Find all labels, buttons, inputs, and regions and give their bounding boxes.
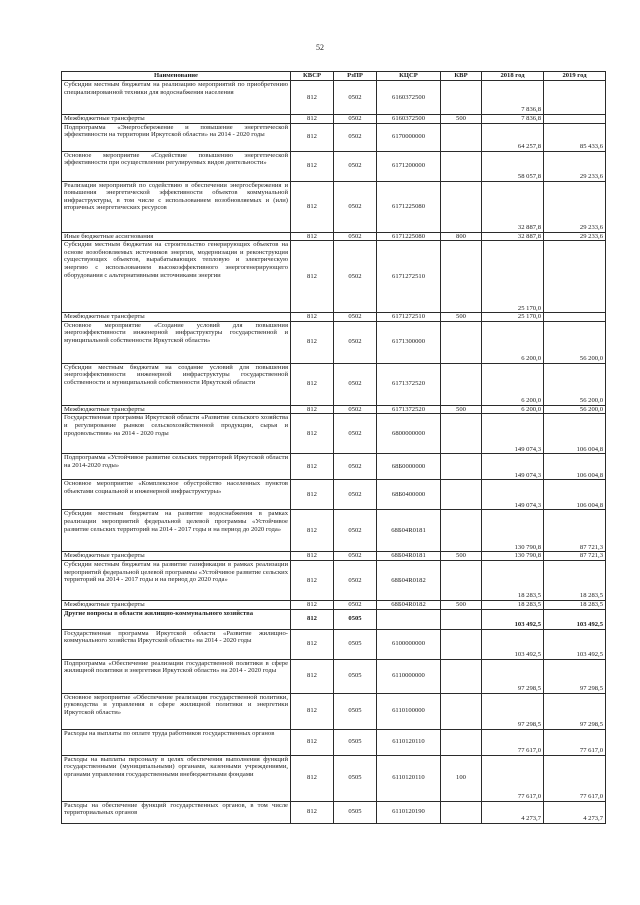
cell-2019: 56 200,0 <box>544 405 606 414</box>
cell-2018: 25 170,0 <box>482 241 544 313</box>
cell-rzpr: 0505 <box>334 801 377 823</box>
table-row <box>62 801 606 823</box>
table-row <box>62 659 606 693</box>
cell-kcsr: 6160372500 <box>377 115 441 124</box>
cell-kvr <box>441 729 482 755</box>
table-row <box>62 241 606 313</box>
cell-name: Межбюджетные трансферты <box>62 600 291 609</box>
cell-kcsr: 68Б04R0181 <box>377 552 441 561</box>
cell-rzpr: 0505 <box>334 755 377 801</box>
cell-name: Другие вопросы в области жилищно-коммунального хозяйства <box>62 609 291 629</box>
cell-2018: 103 492,5 <box>482 629 544 659</box>
cell-rzpr: 0502 <box>334 151 377 181</box>
cell-name: Субсидии местным бюджетам на развитие газификации в рамках реализации мероприятий федеральной целевой программы «Устойчивое развитие сельских территорий на 2014 - 2017 годы и на период до 2020 года» <box>62 560 291 600</box>
cell-kvr <box>441 480 482 510</box>
cell-rzpr: 0502 <box>334 181 377 232</box>
table-row <box>62 123 606 151</box>
cell-name: Субсидии местным бюджетам на реализацию мероприятий по приобретению специализированной техники для водоснабжения населения <box>62 81 291 115</box>
header-kvr: КВР <box>441 72 482 81</box>
cell-kcsr: 68Б0000000 <box>377 454 441 480</box>
cell-name: Межбюджетные трансферты <box>62 552 291 561</box>
cell-kvr <box>441 454 482 480</box>
cell-rzpr: 0502 <box>334 81 377 115</box>
cell-rzpr: 0502 <box>334 560 377 600</box>
cell-2018: 97 298,5 <box>482 659 544 693</box>
cell-kvr <box>441 629 482 659</box>
cell-rzpr: 0502 <box>334 454 377 480</box>
cell-2018: 32 887,8 <box>482 232 544 241</box>
cell-rzpr: 0502 <box>334 241 377 313</box>
cell-2018: 149 074,3 <box>482 414 544 454</box>
cell-kcsr: 6110000000 <box>377 659 441 693</box>
cell-name: Межбюджетные трансферты <box>62 313 291 322</box>
cell-2019 <box>544 313 606 322</box>
table-row <box>62 232 606 241</box>
cell-2019 <box>544 241 606 313</box>
cell-kcsr: 6170000000 <box>377 123 441 151</box>
cell-kvsr: 812 <box>291 313 334 322</box>
cell-2019: 103 492,5 <box>544 629 606 659</box>
cell-kvr <box>441 363 482 405</box>
cell-kvsr: 812 <box>291 232 334 241</box>
cell-2018: 97 298,5 <box>482 693 544 729</box>
cell-rzpr: 0505 <box>334 693 377 729</box>
cell-kvsr: 812 <box>291 151 334 181</box>
cell-2018: 25 170,0 <box>482 313 544 322</box>
cell-2019: 56 200,0 <box>544 363 606 405</box>
cell-kvr <box>441 609 482 629</box>
cell-kcsr: 6110100000 <box>377 693 441 729</box>
cell-kvr: 500 <box>441 115 482 124</box>
cell-kcsr: 6171372520 <box>377 363 441 405</box>
header-name: Наименование <box>62 72 291 81</box>
cell-rzpr: 0505 <box>334 729 377 755</box>
table-row <box>62 510 606 552</box>
cell-kvsr: 812 <box>291 729 334 755</box>
cell-kvsr: 812 <box>291 600 334 609</box>
cell-name: Расходы на выплаты по оплате труда работников государственных органов <box>62 729 291 755</box>
cell-name: Реализация мероприятий по содействию в обеспечении энергосбережения и повышения энергетической эффективности объектов коммунальной инфраструктуры, в том числе с использованием возобновляемых и (или) вторичных энергетических ресурсов <box>62 181 291 232</box>
cell-kvsr: 812 <box>291 755 334 801</box>
cell-kvr <box>441 181 482 232</box>
cell-kvsr: 812 <box>291 480 334 510</box>
table-row <box>62 454 606 480</box>
table-row <box>62 115 606 124</box>
table-row <box>62 480 606 510</box>
cell-name: Основное мероприятие «Создание условий для повышения энергоэффективности инженерной инфраструктуры государственной и муниципальной собственности Иркутской области» <box>62 321 291 363</box>
cell-name: Субсидии местным бюджетам на создание условий для повышения энергоэффективности инженерной инфраструктуры государственной собственности и муниципальной собственности Иркутской области <box>62 363 291 405</box>
cell-kvr: 500 <box>441 552 482 561</box>
cell-kcsr: 6100000000 <box>377 629 441 659</box>
cell-2019: 29 233,6 <box>544 151 606 181</box>
cell-2019: 77 617,0 <box>544 729 606 755</box>
cell-2019 <box>544 81 606 115</box>
header-rzpr: РзПР <box>334 72 377 81</box>
cell-2019: 4 273,7 <box>544 801 606 823</box>
table-row <box>62 560 606 600</box>
table-row <box>62 600 606 609</box>
table-row <box>62 629 606 659</box>
cell-2018: 6 200,0 <box>482 405 544 414</box>
cell-kvsr: 812 <box>291 181 334 232</box>
cell-kvr: 500 <box>441 405 482 414</box>
cell-name: Подпрограмма «Обеспечение реализации государственной политики в сфере жилищной политики и энергетики Иркутской области» на 2014 - 2020 годы <box>62 659 291 693</box>
budget-table <box>61 71 606 824</box>
cell-2019: 103 492,5 <box>544 609 606 629</box>
cell-kcsr: 6800000000 <box>377 414 441 454</box>
header-kcsr: КЦСР <box>377 72 441 81</box>
header-kvsr: КВСР <box>291 72 334 81</box>
cell-kcsr: 6171372520 <box>377 405 441 414</box>
cell-kvsr: 812 <box>291 510 334 552</box>
cell-2018: 32 887,8 <box>482 181 544 232</box>
cell-2019: 29 233,6 <box>544 232 606 241</box>
cell-kvr <box>441 241 482 313</box>
cell-kvr: 800 <box>441 232 482 241</box>
cell-name: Расходы на выплаты персоналу в целях обеспечения выполнения функций государственными (муниципальными) органами, казенными учреждениями, органами управления государственными внебюджетными фондами <box>62 755 291 801</box>
header-2019: 2019 год <box>544 72 606 81</box>
cell-kvr <box>441 693 482 729</box>
cell-2019: 106 004,8 <box>544 454 606 480</box>
cell-kvr <box>441 659 482 693</box>
cell-kvr <box>441 123 482 151</box>
cell-name: Расходы на обеспечение функций государственных органов, в том числе территориальных органов <box>62 801 291 823</box>
cell-name: Государственная программа Иркутской области «Развитие жилищно-коммунального хозяйства Иркутской области» на 2014 - 2020 годы <box>62 629 291 659</box>
cell-name: Подпрограмма «Энергосбережение и повышение энергетической эффективности на территории Иркутской области» на 2014 - 2020 годы <box>62 123 291 151</box>
cell-kvsr: 812 <box>291 693 334 729</box>
cell-rzpr: 0502 <box>334 115 377 124</box>
cell-kvsr: 812 <box>291 321 334 363</box>
cell-kcsr: 6171300000 <box>377 321 441 363</box>
cell-name: Основное мероприятие «Комплексное обустройство населенных пунктов объектами социальной и инженерной инфраструктуры» <box>62 480 291 510</box>
cell-kvr: 100 <box>441 755 482 801</box>
cell-kcsr: 6110120110 <box>377 729 441 755</box>
table-row <box>62 552 606 561</box>
cell-2019: 85 433,6 <box>544 123 606 151</box>
table-row <box>62 414 606 454</box>
table-row <box>62 81 606 115</box>
table-row <box>62 693 606 729</box>
cell-rzpr: 0502 <box>334 123 377 151</box>
cell-name: Основное мероприятие «Обеспечение реализации государственной политики, руководства и управления в сфере жилищной политики и энергетики Иркутской области» <box>62 693 291 729</box>
cell-2018: 149 074,3 <box>482 454 544 480</box>
cell-2019: 18 283,5 <box>544 560 606 600</box>
cell-kcsr: 6110120190 <box>377 801 441 823</box>
cell-2018: 6 200,0 <box>482 321 544 363</box>
cell-2018: 130 790,8 <box>482 510 544 552</box>
cell-kvr <box>441 560 482 600</box>
cell-2018: 7 836,8 <box>482 81 544 115</box>
cell-2019: 87 721,3 <box>544 552 606 561</box>
cell-kcsr: 6171272510 <box>377 241 441 313</box>
cell-kvsr: 812 <box>291 414 334 454</box>
cell-2018: 77 617,0 <box>482 729 544 755</box>
table-row <box>62 609 606 629</box>
cell-2018: 64 257,8 <box>482 123 544 151</box>
cell-kvr: 500 <box>441 600 482 609</box>
cell-kcsr: 68Б0400000 <box>377 480 441 510</box>
cell-kvr <box>441 321 482 363</box>
cell-2019 <box>544 115 606 124</box>
cell-kvr <box>441 510 482 552</box>
cell-rzpr: 0502 <box>334 600 377 609</box>
table-row <box>62 151 606 181</box>
cell-kcsr: 68Б04R0182 <box>377 560 441 600</box>
cell-kvsr: 812 <box>291 560 334 600</box>
cell-kvsr: 812 <box>291 629 334 659</box>
cell-2019: 97 298,5 <box>544 693 606 729</box>
cell-2019: 106 004,8 <box>544 414 606 454</box>
cell-2018: 18 283,5 <box>482 600 544 609</box>
cell-kvsr: 812 <box>291 123 334 151</box>
cell-rzpr: 0502 <box>334 313 377 322</box>
cell-rzpr: 0502 <box>334 405 377 414</box>
cell-kvsr: 812 <box>291 115 334 124</box>
cell-2018: 4 273,7 <box>482 801 544 823</box>
cell-kvr <box>441 414 482 454</box>
cell-name: Основное мероприятие «Содействие повышению энергетической эффективности при осуществлении регулируемых видов деятельности» <box>62 151 291 181</box>
cell-kvsr: 812 <box>291 552 334 561</box>
cell-name: Иные бюджетные ассигнования <box>62 232 291 241</box>
cell-2019: 56 200,0 <box>544 321 606 363</box>
table-row <box>62 363 606 405</box>
cell-2018: 6 200,0 <box>482 363 544 405</box>
cell-2019: 18 283,5 <box>544 600 606 609</box>
cell-2019: 106 004,8 <box>544 480 606 510</box>
cell-kcsr: 6171272510 <box>377 313 441 322</box>
cell-2018: 58 057,8 <box>482 151 544 181</box>
cell-name: Субсидии местным бюджетам на развитие водоснабжения в рамках реализации мероприятий федеральной целевой программы «Устойчивое развитие сельских территорий на 2014 - 2017 годы и на период до 2020 года» <box>62 510 291 552</box>
header-2018: 2018 год <box>482 72 544 81</box>
cell-2019: 87 721,3 <box>544 510 606 552</box>
cell-kcsr: 68Б04R0181 <box>377 510 441 552</box>
cell-kvr <box>441 151 482 181</box>
cell-name: Межбюджетные трансферты <box>62 405 291 414</box>
cell-2018: 77 617,0 <box>482 755 544 801</box>
cell-name: Межбюджетные трансферты <box>62 115 291 124</box>
cell-kcsr: 6160372500 <box>377 81 441 115</box>
cell-kvr <box>441 81 482 115</box>
cell-rzpr: 0502 <box>334 510 377 552</box>
cell-kvsr: 812 <box>291 363 334 405</box>
cell-kvr <box>441 801 482 823</box>
cell-name: Субсидии местным бюджетам на строительство генерирующих объектов на основе возобновляемых источников энергии, модернизация и реконструкция существующих объектов, вырабатывающих тепловую и электрическую энергию с использованием высокоэффективного энергогенерирующего оборудования с альтернативными источниками энергии <box>62 241 291 313</box>
cell-2018: 149 074,3 <box>482 480 544 510</box>
table-row <box>62 755 606 801</box>
cell-kcsr <box>377 609 441 629</box>
cell-kcsr: 68Б04R0182 <box>377 600 441 609</box>
cell-rzpr: 0502 <box>334 363 377 405</box>
cell-kvsr: 812 <box>291 405 334 414</box>
cell-rzpr: 0505 <box>334 659 377 693</box>
cell-kvsr: 812 <box>291 81 334 115</box>
cell-2019: 77 617,0 <box>544 755 606 801</box>
cell-kvsr: 812 <box>291 659 334 693</box>
cell-name: Подпрограмма «Устойчивое развитие сельских территорий Иркутской области на 2014-2020 годы» <box>62 454 291 480</box>
cell-2019: 29 233,6 <box>544 181 606 232</box>
cell-rzpr: 0502 <box>334 321 377 363</box>
cell-rzpr: 0502 <box>334 480 377 510</box>
cell-name: Государственная программа Иркутской области «Развитие сельского хозяйства и регулирование рынков сельскохозяйственной продукции, сырья и продовольствия» на 2014 - 2020 годы <box>62 414 291 454</box>
cell-2018: 130 790,8 <box>482 552 544 561</box>
cell-rzpr: 0505 <box>334 629 377 659</box>
cell-kvsr: 812 <box>291 801 334 823</box>
cell-2018: 18 283,5 <box>482 560 544 600</box>
cell-2018: 7 836,8 <box>482 115 544 124</box>
table-row <box>62 729 606 755</box>
cell-kvsr: 812 <box>291 609 334 629</box>
page-number: 52 <box>316 43 324 52</box>
cell-2019: 97 298,5 <box>544 659 606 693</box>
cell-kvsr: 812 <box>291 241 334 313</box>
table-row <box>62 313 606 322</box>
cell-rzpr: 0505 <box>334 609 377 629</box>
cell-rzpr: 0502 <box>334 552 377 561</box>
cell-kcsr: 6171225080 <box>377 181 441 232</box>
table-row <box>62 321 606 363</box>
cell-kcsr: 6110120110 <box>377 755 441 801</box>
cell-2018: 103 492,5 <box>482 609 544 629</box>
table-row <box>62 405 606 414</box>
cell-kvsr: 812 <box>291 454 334 480</box>
cell-kcsr: 6171225080 <box>377 232 441 241</box>
cell-kvr: 500 <box>441 313 482 322</box>
table-row <box>62 181 606 232</box>
table-header-row <box>62 72 606 81</box>
cell-kcsr: 6171200000 <box>377 151 441 181</box>
cell-rzpr: 0502 <box>334 414 377 454</box>
cell-rzpr: 0502 <box>334 232 377 241</box>
